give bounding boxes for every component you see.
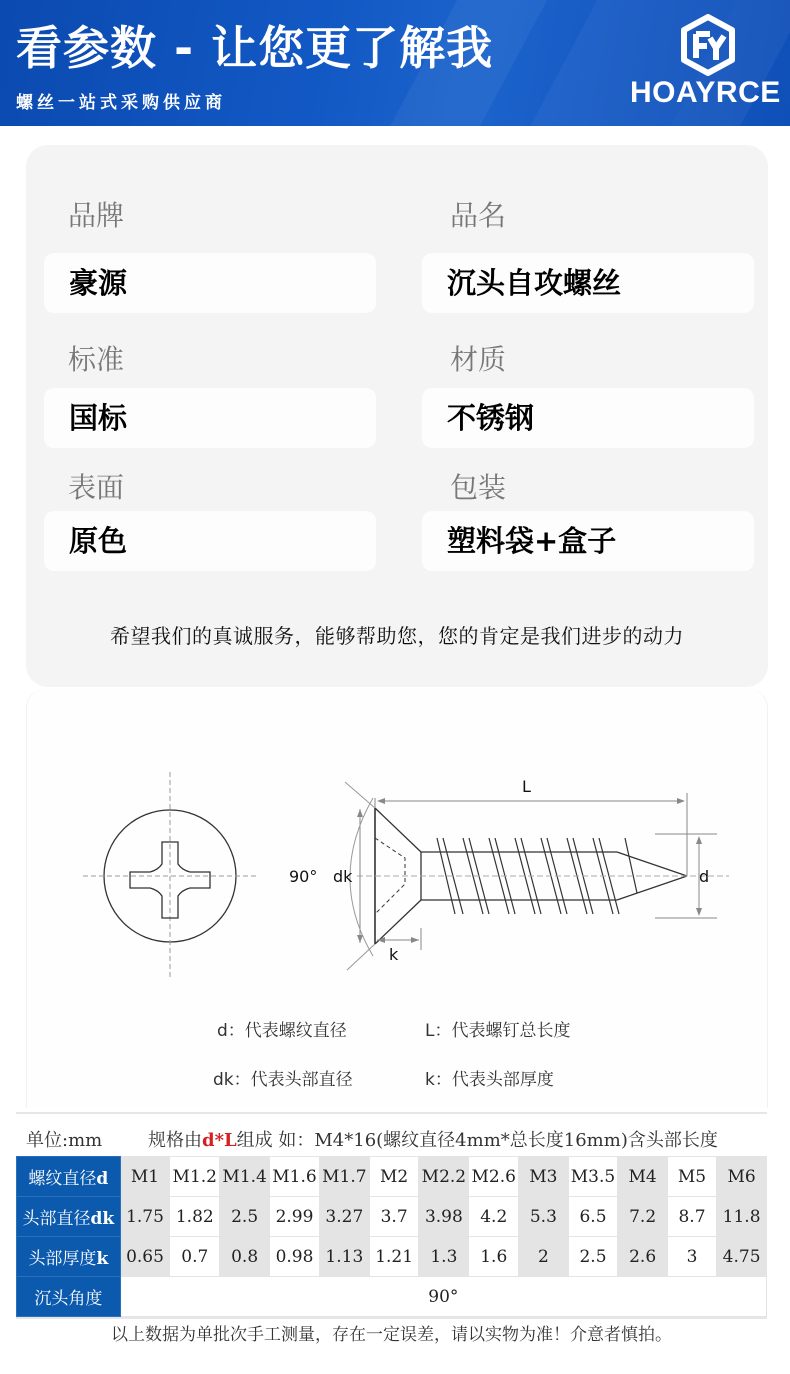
spec-table xyxy=(16,1156,767,1317)
legend-k: k：代表头部厚度 xyxy=(425,1070,554,1090)
table-cell: 1.21 xyxy=(369,1237,419,1277)
table-row-countersink-angle xyxy=(17,1277,767,1317)
param-label-material: 材质 xyxy=(450,343,507,376)
banner-subtitle: 螺丝一站式采购供应商 xyxy=(16,93,226,113)
label-L: L xyxy=(522,777,531,796)
spec-description: 规格由d*L组成 如：M4*16(螺纹直径4mm*总长度16mm)含头部长度 xyxy=(148,1130,718,1151)
param-field-brand xyxy=(44,253,376,313)
table-cell: 2.5 xyxy=(220,1197,270,1237)
param-value-product-name: 沉头自攻螺丝 xyxy=(447,266,622,300)
table-cell: M2.6 xyxy=(469,1157,519,1197)
table-cell: M1.6 xyxy=(270,1157,320,1197)
param-label-packaging: 包装 xyxy=(450,471,507,504)
table-cell: 4.75 xyxy=(717,1237,767,1277)
table-cell: 1.75 xyxy=(120,1197,170,1237)
table-cell: 3.7 xyxy=(369,1197,419,1237)
table-cell: 0.65 xyxy=(120,1237,170,1277)
table-row-head-diameter xyxy=(17,1197,767,1237)
divider xyxy=(16,1112,767,1114)
slogan-text: 希望我们的真诚服务，能够帮助您，您的肯定是我们进步的动力 xyxy=(110,624,684,648)
param-value-brand: 豪源 xyxy=(69,266,128,300)
table-cell: 6.5 xyxy=(568,1197,618,1237)
label-angle: 90° xyxy=(289,867,318,886)
row-header: 沉头角度 xyxy=(17,1277,121,1317)
table-cell: 2.99 xyxy=(270,1197,320,1237)
table-cell: 4.2 xyxy=(469,1197,519,1237)
table-cell: M1.2 xyxy=(170,1157,220,1197)
table-cell: 2.5 xyxy=(568,1237,618,1277)
legend-dk: dk：代表头部直径 xyxy=(213,1070,353,1090)
table-cell: 1.3 xyxy=(419,1237,469,1277)
param-value-material: 不锈钢 xyxy=(447,401,535,435)
row-header: 螺纹直径d xyxy=(17,1157,121,1197)
table-cell: M2.2 xyxy=(419,1157,469,1197)
table-cell: M6 xyxy=(717,1157,767,1197)
parameters-card xyxy=(26,145,768,687)
table-cell: 2.6 xyxy=(618,1237,667,1277)
param-value-standard: 国标 xyxy=(69,401,128,435)
unit-label: 单位:mm xyxy=(26,1130,103,1151)
table-cell: 1.82 xyxy=(170,1197,220,1237)
table-cell: 0.8 xyxy=(220,1237,270,1277)
legend-L: L：代表螺钉总长度 xyxy=(425,1021,571,1041)
table-cell: 3.98 xyxy=(419,1197,469,1237)
param-value-surface: 原色 xyxy=(69,524,128,558)
banner-title: 看参数 - 让您更了解我 xyxy=(16,21,494,75)
param-field-product-name xyxy=(422,253,754,313)
row-header: 头部直径dk xyxy=(17,1197,121,1237)
table-cell: 3 xyxy=(667,1237,716,1277)
param-label-brand: 品牌 xyxy=(68,199,125,232)
header-banner xyxy=(0,0,790,126)
param-field-packaging xyxy=(422,511,754,571)
table-cell: 7.2 xyxy=(618,1197,667,1237)
table-cell: M5 xyxy=(667,1157,716,1197)
table-row-thread-diameter xyxy=(17,1157,767,1197)
param-value-packaging: 塑料袋+盒子 xyxy=(447,524,617,558)
table-cell: M1.7 xyxy=(319,1157,369,1197)
divider xyxy=(16,1317,767,1319)
label-d: d xyxy=(699,867,710,886)
angle-value: 90° xyxy=(120,1277,766,1317)
label-dk: dk xyxy=(333,867,353,886)
hexagon-hy-logo-icon xyxy=(680,14,736,76)
disclaimer-note: 以上数据为单批次手工测量，存在一定误差，请以实物为准！介意者慎拍。 xyxy=(111,1325,672,1345)
label-k: k xyxy=(389,945,399,964)
table-cell: 1.13 xyxy=(319,1237,369,1277)
param-label-standard: 标准 xyxy=(68,343,125,376)
table-cell: M1.4 xyxy=(220,1157,270,1197)
table-cell: 0.98 xyxy=(270,1237,320,1277)
param-label-surface: 表面 xyxy=(68,471,125,504)
legend-d: d：代表螺纹直径 xyxy=(217,1021,347,1041)
table-cell: M1 xyxy=(120,1157,170,1197)
table-cell: 1.6 xyxy=(469,1237,519,1277)
table-cell: M3.5 xyxy=(568,1157,618,1197)
param-field-material xyxy=(422,388,754,448)
brand-logo xyxy=(630,14,780,114)
table-row-head-thickness xyxy=(17,1237,767,1277)
logo-text: HOAYRCE xyxy=(630,76,781,109)
spec-caption xyxy=(16,1118,767,1156)
table-cell: 5.3 xyxy=(519,1197,568,1237)
param-field-standard xyxy=(44,388,376,448)
row-header: 头部厚度k xyxy=(17,1237,121,1277)
table-cell: 8.7 xyxy=(667,1197,716,1237)
dimension-diagram xyxy=(26,688,768,1108)
param-field-surface xyxy=(44,511,376,571)
table-cell: 2 xyxy=(519,1237,568,1277)
param-label-product-name: 品名 xyxy=(450,199,507,232)
table-cell: 0.7 xyxy=(170,1237,220,1277)
table-cell: M4 xyxy=(618,1157,667,1197)
table-cell: M3 xyxy=(519,1157,568,1197)
table-cell: 3.27 xyxy=(319,1197,369,1237)
table-cell: M2 xyxy=(369,1157,419,1197)
table-cell: 11.8 xyxy=(717,1197,767,1237)
screw-drawing xyxy=(27,688,769,1108)
